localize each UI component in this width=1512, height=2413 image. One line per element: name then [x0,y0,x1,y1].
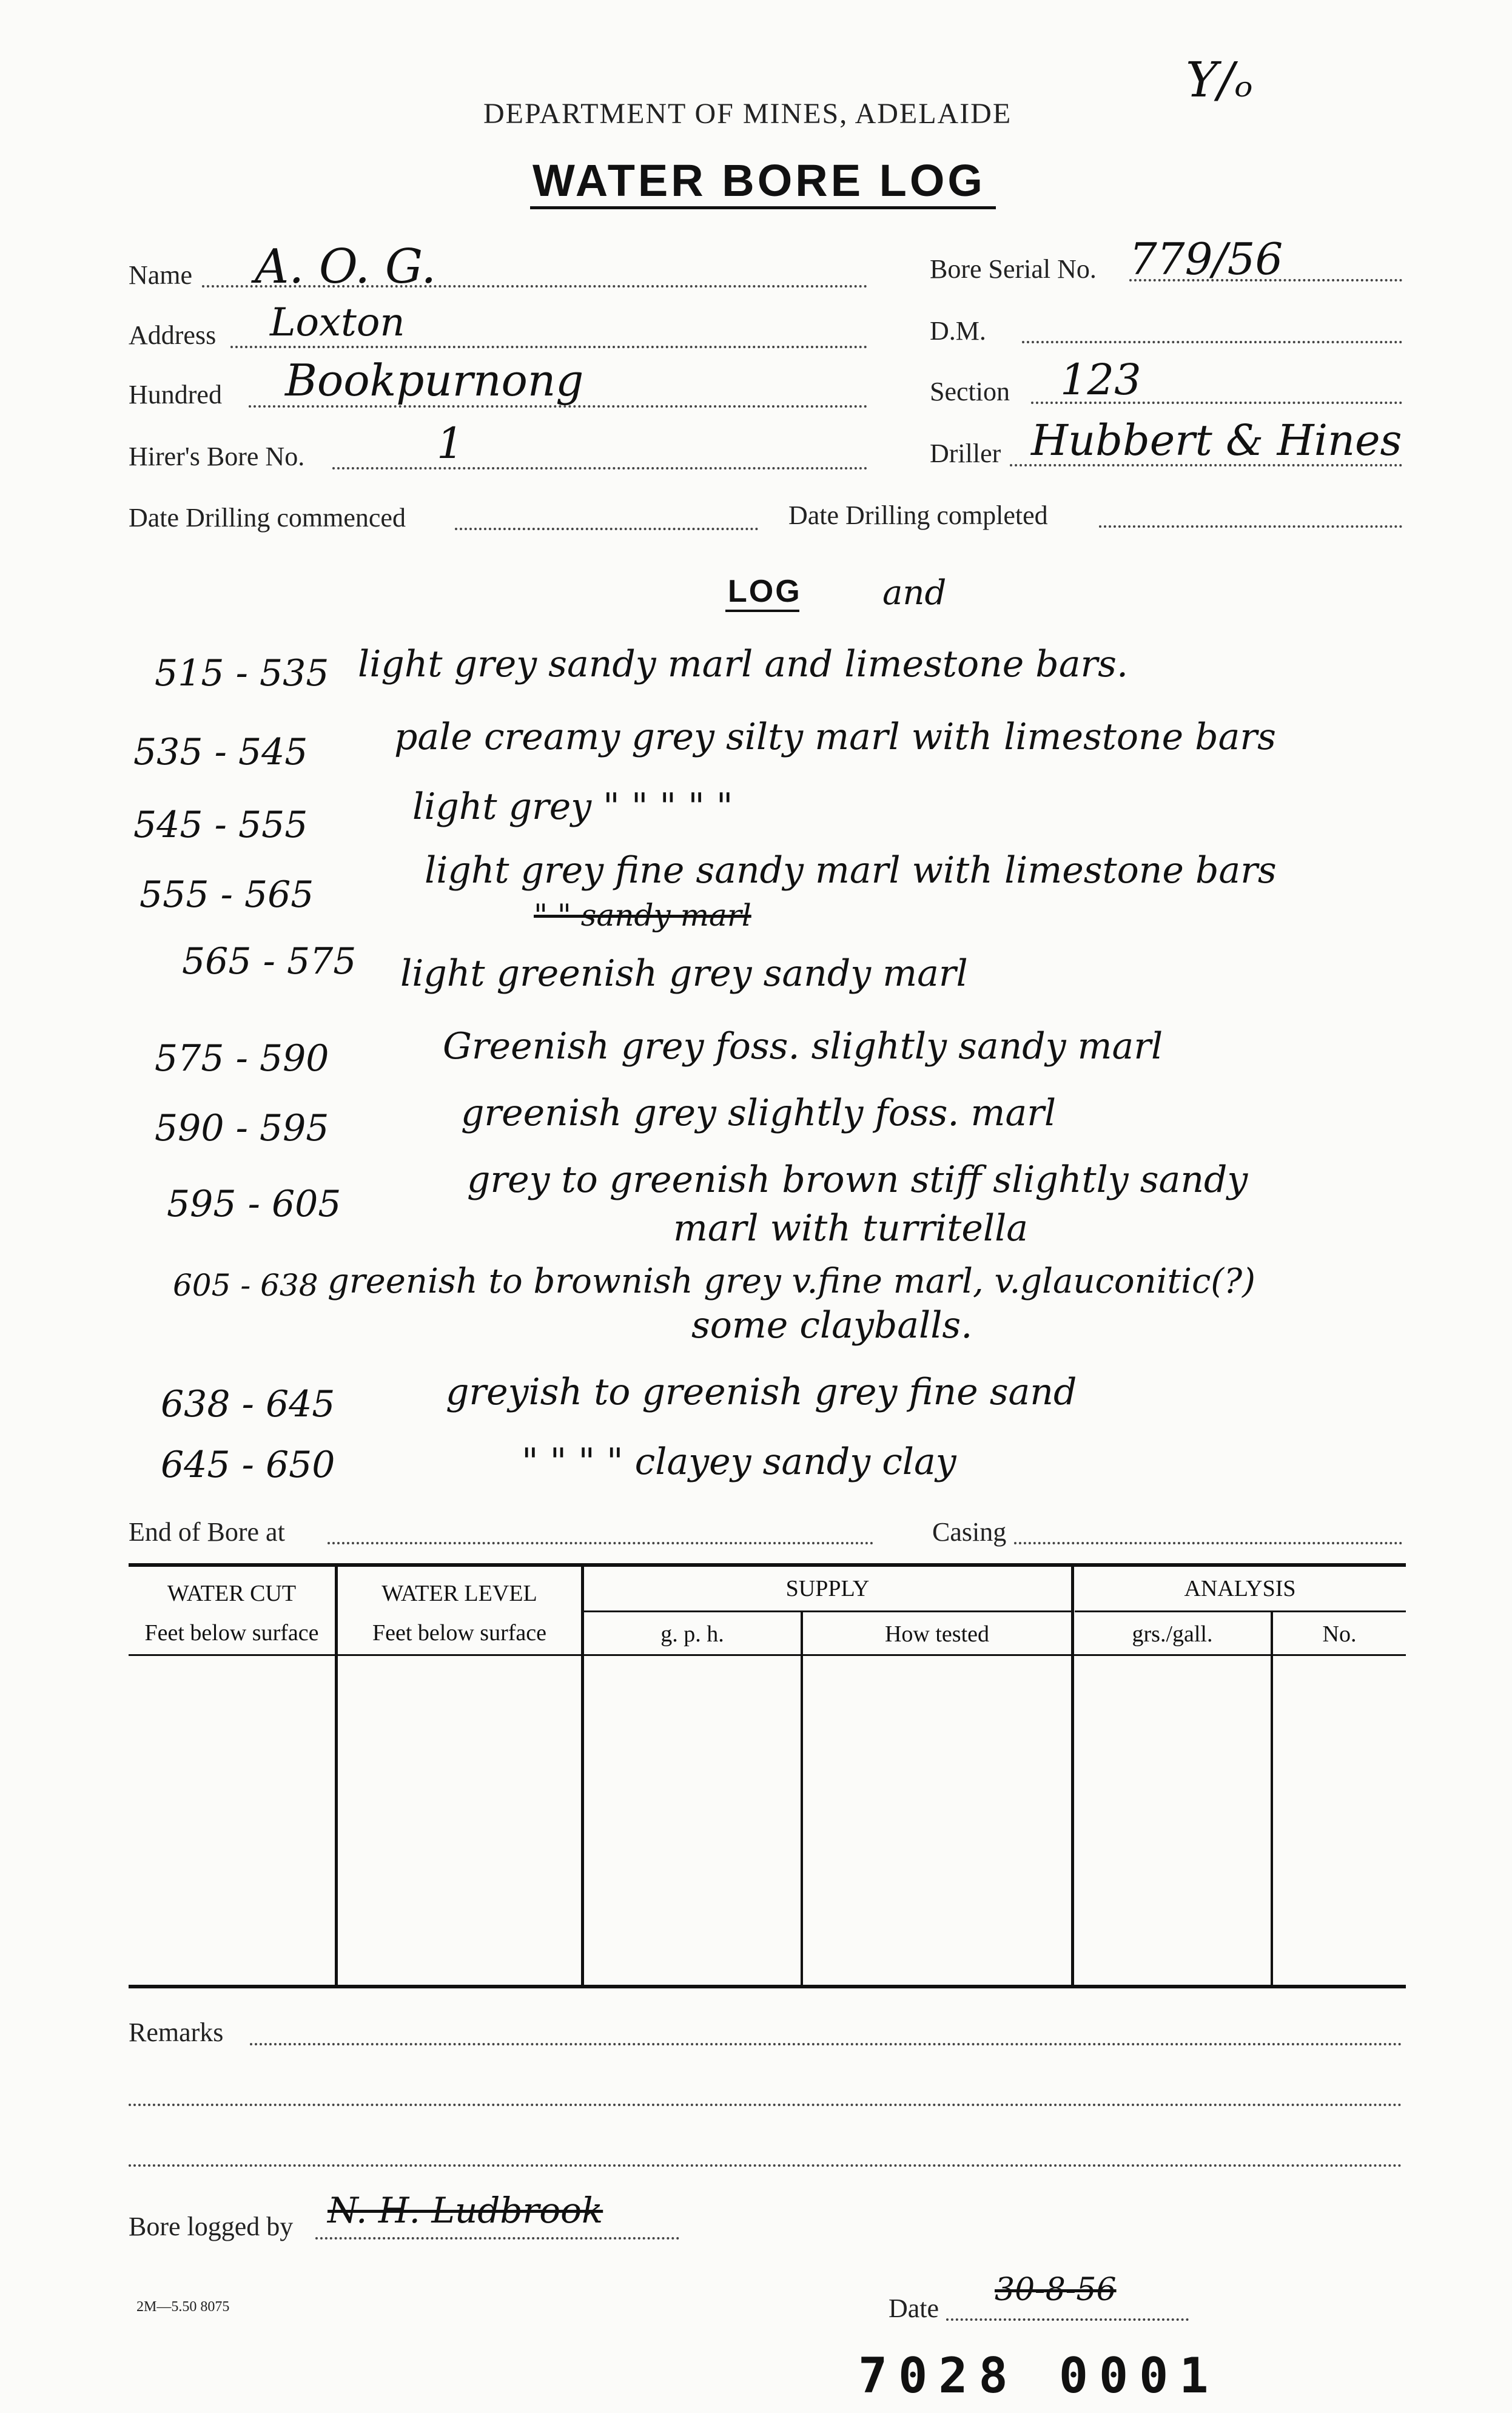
th-no: No. [1322,1621,1357,1647]
log-desc-4: light grey fine sandy marl with limestone bars [425,849,1277,892]
th-water-level-sub: Feet below surface [372,1620,546,1646]
table-top-border [129,1563,1406,1567]
log-struck-5: " " sandy marl [534,898,751,933]
analysis-subrule [1075,1610,1406,1612]
log-depth-11: 645 - 650 [161,1444,335,1486]
th-water-cut-sub: Feet below surface [144,1620,319,1646]
log-desc-2: pale creamy grey silty marl with limestone bars [394,716,1276,758]
log-heading: LOG [728,574,802,609]
log-depth-5: 565 - 575 [182,940,357,983]
section-value: 123 [1060,355,1141,405]
hirers-bore-value: 1 [437,419,464,468]
hirers-bore-line [332,467,867,469]
dm-line [1022,341,1402,343]
department-heading: DEPARTMENT OF MINES, ADELAIDE [483,98,1012,130]
log-depth-10: 638 - 645 [161,1383,335,1425]
log-desc-5: light greenish grey sandy marl [400,952,968,995]
date-line [946,2318,1189,2321]
log-heading-underline [725,610,799,612]
log-desc-8: grey to greenish brown stiff slightly sandy [467,1159,1248,1201]
remarks-line-1 [250,2043,1402,2045]
dm-label: D.M. [930,316,986,346]
col-divider-5 [1271,1610,1273,1987]
hirers-bore-label: Hirer's Bore No. [129,442,305,471]
th-water-level: WATER LEVEL [381,1581,537,1606]
section-label: Section [930,377,1010,406]
log-desc-10: greyish to greenish grey fine sand [446,1371,1077,1413]
table-header-rule [129,1654,1406,1656]
th-gph: g. p. h. [660,1621,724,1647]
log-desc-7: greenish grey slightly foss. marl [461,1092,1057,1134]
th-analysis: ANALYSIS [1184,1576,1296,1601]
log-depth-3: 545 - 555 [133,804,308,846]
hundred-value: Bookpurnong [285,355,584,406]
log-depth-6: 575 - 590 [155,1037,329,1080]
log-depth-7: 590 - 595 [155,1107,329,1149]
log-insert-and: and [882,573,947,613]
date-value: 30-8-56 [995,2272,1117,2308]
date-completed-label: Date Drilling completed [788,500,1048,530]
casing-line [1014,1542,1402,1544]
address-line [230,346,867,348]
address-value: Loxton [270,300,405,345]
log-desc-1: light grey sandy marl and limestone bars. [358,643,1129,685]
title-underline [530,206,996,209]
name-value: A. O. G. [255,240,437,294]
log-desc-6: Greenish grey foss. slightly sandy marl [443,1025,1163,1068]
date-commenced-label: Date Drilling commenced [129,503,406,533]
th-how-tested: How tested [884,1621,990,1647]
log-desc-11: " " " " clayey sandy clay [522,1441,956,1483]
remarks-line-2 [129,2104,1402,2106]
th-water-cut: WATER CUT [167,1581,297,1606]
col-divider-3 [801,1610,803,1987]
bore-logged-by-line [315,2237,679,2240]
log-desc-9: greenish to brownish grey v.fine marl, v.glauconitic(?) [328,1262,1256,1301]
remarks-label: Remarks [129,2018,224,2047]
driller-value: Hubbert & Hines [1031,416,1402,465]
log-depth-8: 595 - 605 [167,1183,341,1225]
address-label: Address [129,320,217,350]
table-bottom-border [129,1985,1406,1988]
form-title: WATER BORE LOG [533,155,986,206]
log-depth-2: 535 - 545 [133,731,308,773]
hundred-label: Hundred [129,380,222,409]
document-stamp-number: 7028 0001 [858,2347,1220,2404]
date-label: Date [889,2294,939,2323]
bore-serial-value: 779/56 [1129,234,1283,284]
date-commenced-line [455,528,758,530]
log-desc-9-cont: some clayballs. [691,1304,973,1347]
remarks-line-3 [129,2164,1402,2167]
end-of-bore-line [328,1542,873,1544]
casing-label: Casing [932,1517,1007,1547]
log-desc-8-cont: marl with turritella [673,1207,1029,1250]
log-depth-4: 555 - 565 [139,873,314,916]
end-of-bore-label: End of Bore at [129,1517,285,1547]
log-desc-3: light grey " " " " " [412,786,733,828]
bore-serial-label: Bore Serial No. [930,254,1097,284]
form-code: 2M—5.50 8075 [136,2299,230,2315]
name-label: Name [129,260,193,290]
date-completed-line [1099,525,1402,528]
bore-logged-by-label: Bore logged by [129,2212,294,2241]
corner-mark: Y/ₒ [1186,52,1253,108]
bore-logged-by-signature: N. H. Ludbrook [328,2190,603,2231]
supply-subrule [583,1610,1071,1612]
driller-label: Driller [930,439,1001,468]
log-depth-1: 515 - 535 [155,652,329,695]
th-supply: SUPPLY [785,1576,870,1601]
log-depth-9: 605 - 638 [173,1268,318,1303]
th-grs-gall: grs./gall. [1132,1621,1213,1647]
